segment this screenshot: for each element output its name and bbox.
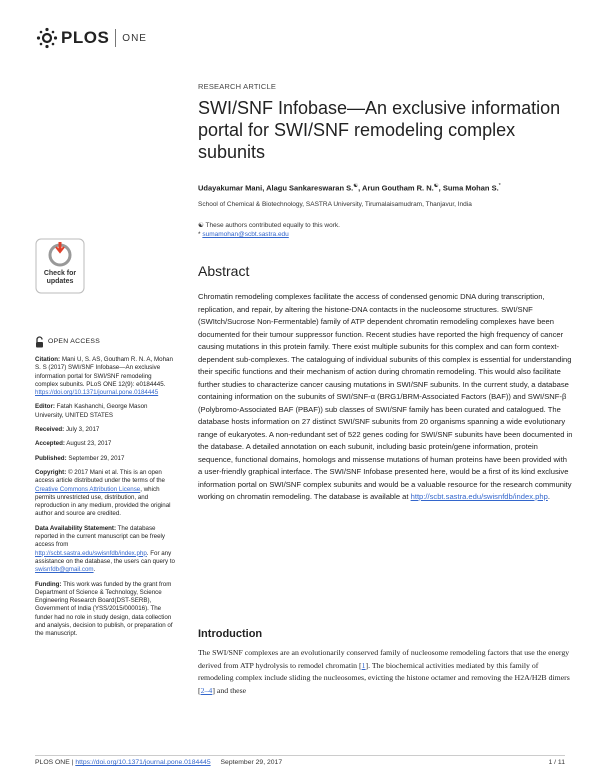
author-mark: * [498,183,501,189]
footer-journal: PLOS ONE [35,759,70,766]
accepted-label: Accepted: [35,440,65,448]
footer-doi-link[interactable]: https://doi.org/10.1371/journal.pone.0184445 [75,759,211,766]
editor-label: Editor: [35,403,55,411]
journal-name: ONE [122,32,147,44]
copyright-text: © 2017 Mani et al. This is an open access article distributed under the terms of the [35,468,166,485]
intro-text-3: ] and these [212,685,247,695]
published-date [35,455,175,463]
support-email-link[interactable]: swisnfdb@gmail.com [35,566,94,574]
citation-doi-link[interactable]: https://doi.org/10.1371/journal.pone.0184445 [35,389,159,397]
page-number: 1 / 11 [548,759,565,766]
equal-contribution-note: ☯ These authors contributed equally to this work. [198,222,340,229]
email-marker: * [198,231,203,238]
author-name: Suma Mohan S. [442,183,499,193]
citation [35,356,175,397]
author-mark: ☯ [433,183,439,189]
intro-text-2: ]. The biochemical activities mediated by this family of remodeling complex include sliding the nucleosomes, evicting the histone octamer and removing the H2A/H2B dimers [ [198,660,570,695]
check-updates-line1: Check for [43,270,77,277]
abstract-body [198,291,573,504]
article-info-sidebar [35,336,175,645]
corresponding-email [198,231,289,238]
license-link[interactable]: Creative Commons Attribution License [35,485,141,493]
reference-link[interactable]: 2–4 [200,685,213,695]
reference-link[interactable]: 1 [361,660,366,670]
accepted-text: August 23, 2017 [64,440,112,448]
data-availability-text: The database reported in the current manuscript can be freely access from [35,524,166,549]
editor [35,403,175,420]
check-for-updates-button[interactable] [35,238,85,294]
footer-citation [35,759,282,766]
abstract-database-link[interactable]: http://scbt.sastra.edu/swisnfdb/index.php [410,492,548,501]
funding-text: This work was funded by the grant from Department of Science & Technology, Science Engineering Research Board(DST-SERB), Government of India (YSS/2015/000016). The funder had no role in study design, data collection and analysis, decision to publish, or preparation of the manuscript. [35,580,173,638]
data-availability-end: . [93,566,96,574]
footer-divider [35,755,565,756]
footer-date: September 29, 2017 [220,759,283,766]
database-link[interactable]: http://scbt.sastra.edu/swisnfdb/index.php [35,549,147,557]
logo-divider [115,29,116,47]
published-text: September 29, 2017 [66,454,125,462]
accepted-date [35,440,175,448]
received-label: Received: [35,426,65,434]
author-name: Arun Goutham R. N. [362,183,434,193]
article-title: SWI/SNF Infobase—An exclusive information portal for SWI/SNF remodeling complex subunits [198,98,561,162]
data-availability-text-2: . For any assistance on the database, the users can query to [35,549,175,565]
email-link[interactable]: sumamohan@scbt.sastra.edu [202,231,289,238]
funding [35,581,175,639]
author-name: Alagu Sankareswaran S. [266,183,354,193]
plos-one-logo[interactable] [36,27,147,49]
author-mark: ☯ [353,183,359,189]
plos-logo-icon [36,27,58,49]
copyright-text-end: , which permits unrestricted use, distribution, and reproduction in any medium, provided the original author and source are credited. [35,485,171,518]
copyright [35,469,175,519]
introduction-body [198,647,573,697]
editor-text: Fatah Kashanchi, George Mason University, UNITED STATES [35,403,148,419]
data-availability-label: Data Availability Statement: [35,524,117,532]
copyright-label: Copyright: [35,468,67,476]
funding-label: Funding: [35,580,62,588]
received-date [35,426,175,434]
brand-name: PLOS [61,28,110,47]
intro-text-1: The SWI/SNF complexes are an evolutionarily conserved family of nucleosome remodeling factors that use the energy derived from ATP hydrolysis to remodel chromatin [ [198,648,570,670]
introduction-heading: Introduction [198,628,263,640]
author-name: Udayakumar Mani [198,183,263,193]
author-list: Udayakumar Mani, Alagu Sankareswaran S.☯, Arun Goutham R. N.☯, Suma Mohan S.* [198,183,501,193]
citation-label: Citation: [35,356,61,363]
published-label: Published: [35,454,67,462]
footer-separator: | [69,759,76,766]
citation-text: Mani U, S. AS, Goutham R. N. A, Mohan S. S (2017) SWI/SNF Infobase—An exclusive information portal for SWI/SNF remodeling complex subunits. PLoS ONE 12(9): e0184445. [35,356,173,388]
check-updates-line2: updates [46,278,74,285]
affiliation: School of Chemical & Biotechnology, SASTRA University, Tirumalaisamudram, Thanjavur, India [198,201,472,208]
abstract-heading: Abstract [198,263,250,279]
data-availability [35,525,175,575]
open-access-label: OPEN ACCESS [48,337,101,345]
open-access-badge [35,336,175,348]
abstract-text: Chromatin remodeling complexes facilitate the access of condensed genomic DNA during transcription, replication, and repair, by altering the histone-DNA contacts in the nucleosome structures. SWI/SNF (SWItch/Sucrose Non-Fermentable) family of ATP dependent chromatin remodeling complexes have been documented for their tumour suppressor function. Recent studies have reported the high frequency of cancer causing mutations in this protein family. There exist multiple subunits for this complex and can form context-dependent sub-complexes. The cataloguing of individual subunits of this complex is essential for understanding their specific functions and their mechanism of action during chromatin remodeling. This would also facilitate further studies to characterize cancer causing mutations in SWI/SNF subunits. In the current study, a database containing information on the subunits of SWI/SNF-α (BRG1/BRM-Associated Factors (BAF)) and SWI/SNF-β (Polybromo-Associated BAF (PBAF)) sub classes of SWI/SNF family has been curated and catalogued. The database hosts information on 27 distinct SWI/SNF subunits from 20 organisms spanning a wide evolutionary range of eukaryotes. A non-redundant set of 522 genes coding for SWI/SNF subunits have been documented in the database. A detailed annotation on each subunit, including basic protein/gene information, protein sequence, functional domains, homologs and missense mutations of human proteins have been provided with a user-friendly graphical interface. The SWI/SNF Infobase presented here, would be a first of its kind exclusive information portal on SWI/SNF complex subunits and would be a valuable resource for the research community working on chromatin remodeling. The database is available at [198,292,573,501]
abstract-end: . [547,492,550,501]
open-lock-icon [35,336,44,348]
article-type: RESEARCH ARTICLE [198,82,277,91]
received-text: July 3, 2017 [64,426,100,434]
